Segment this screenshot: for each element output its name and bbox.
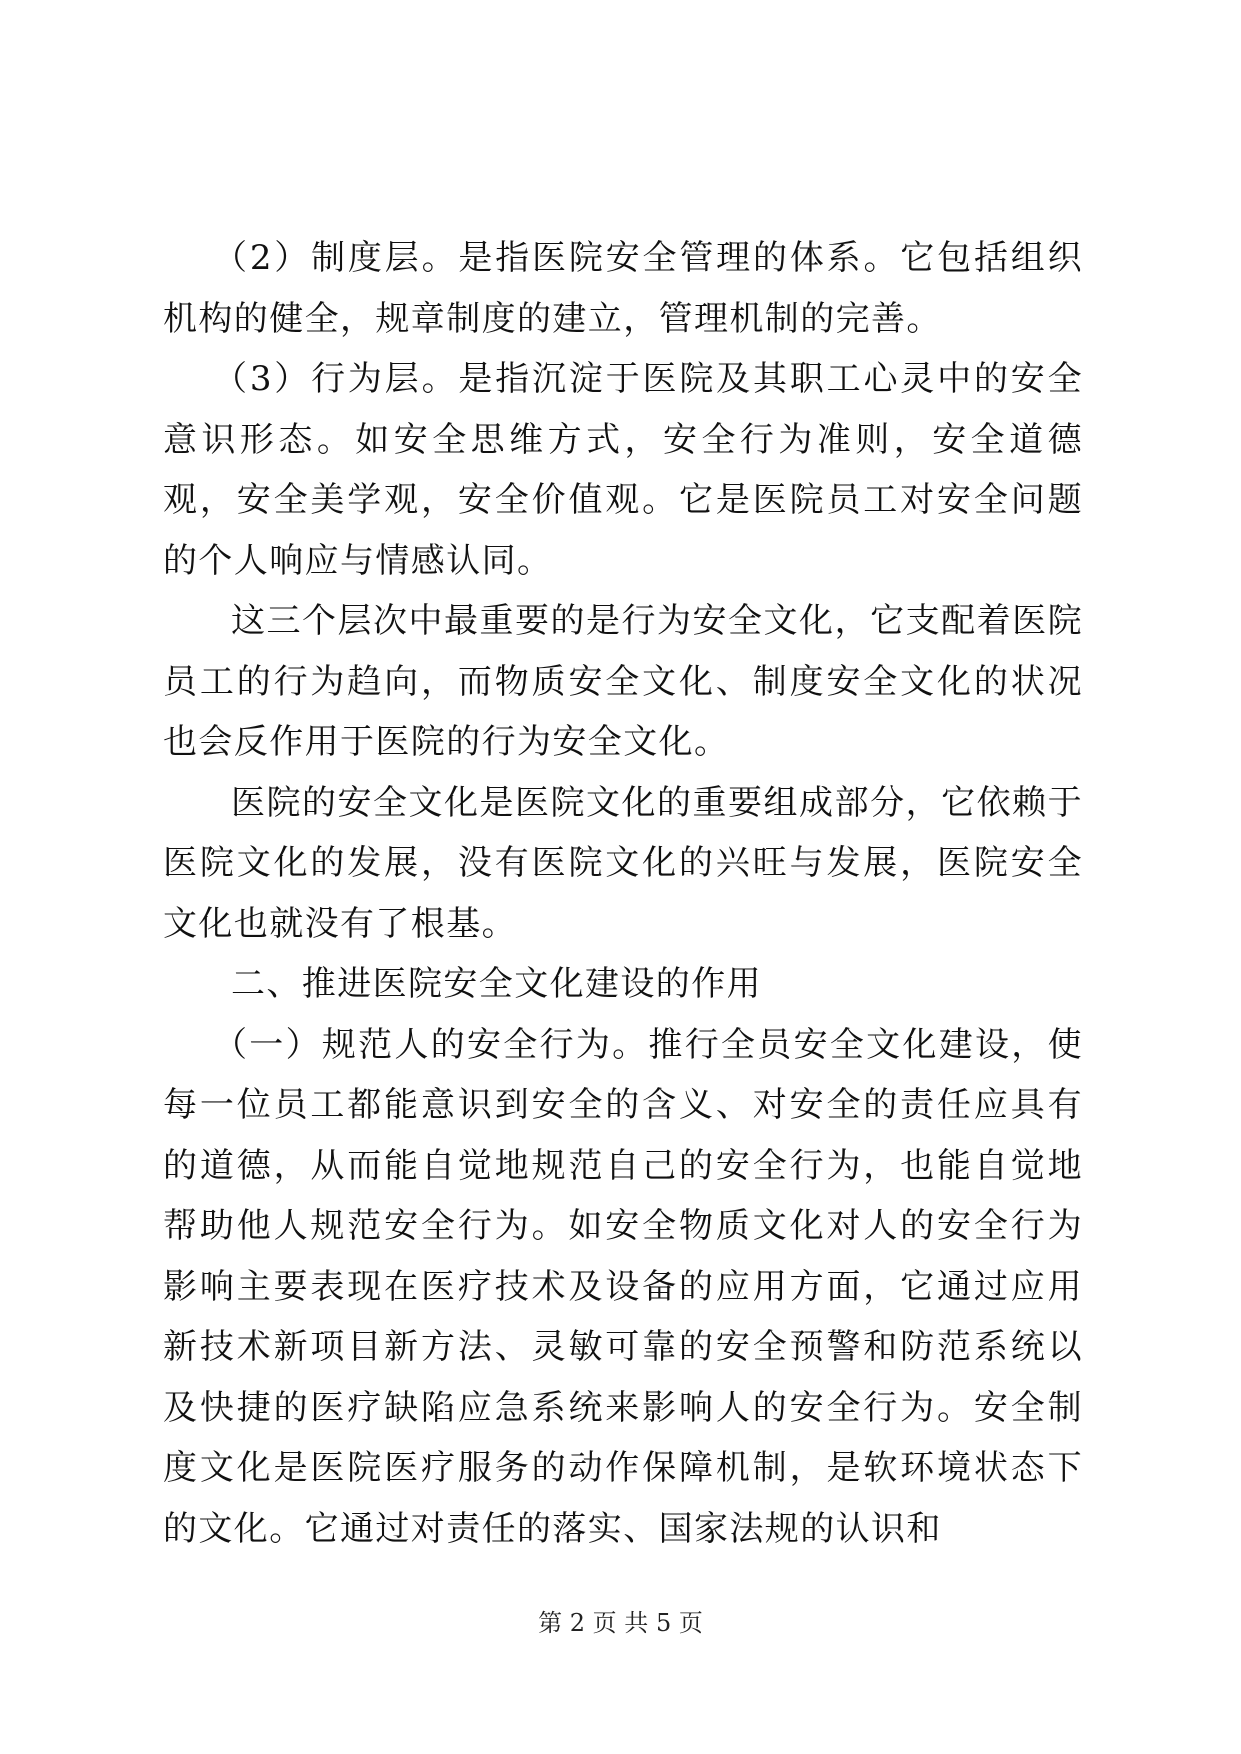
paragraph-behavior-layer: （3）行为层。是指沉淀于医院及其职工心灵中的安全意识形态。如安全思维方式，安全行为准则，安全道德观，安全美学观，安全价值观。它是医院员工对安全问题的个人响应与情感认同。 xyxy=(163,359,1083,581)
paragraph-regulate-behavior: （一）规范人的安全行为。推行全员安全文化建设，使每一位员工都能意识到安全的含义、对安全的责任应具有的道德，从而能自觉地规范自己的安全行为，也能自觉地帮助他人规范安全行为。如安全物质文化对人的安全行为影响主要表现在医疗技术及设备的应用方面，它通过应用新技术新项目新方法、灵敏可靠的安全预警和防范系统以及快捷的医疗缺陷应急系统来影响人的安全行为。安全制度文化是医院医疗服务的动作保障机制，是软环境状态下的文化。它通过对责任的落实、国家法规的认识和 xyxy=(163,1024,1083,1549)
section-heading: 二、推进医院安全文化建设的作用 xyxy=(231,964,762,1004)
paragraph-hospital-culture: 医院的安全文化是医院文化的重要组成部分，它依赖于医院文化的发展，没有医院文化的兴旺与发展，医院安全文化也就没有了根基。 xyxy=(163,782,1083,944)
document-body xyxy=(163,228,1083,1559)
paragraph-institution-layer: （2）制度层。是指医院安全管理的体系。它包括组织机构的健全，规章制度的建立，管理机制的完善。 xyxy=(163,238,1083,339)
paragraph-three-levels: 这三个层次中最重要的是行为安全文化，它支配着医院员工的行为趋向，而物质安全文化、制度安全文化的状况也会反作用于医院的行为安全文化。 xyxy=(163,601,1083,762)
page-number-footer: 第 2 页 共 5 页 xyxy=(538,1609,703,1637)
